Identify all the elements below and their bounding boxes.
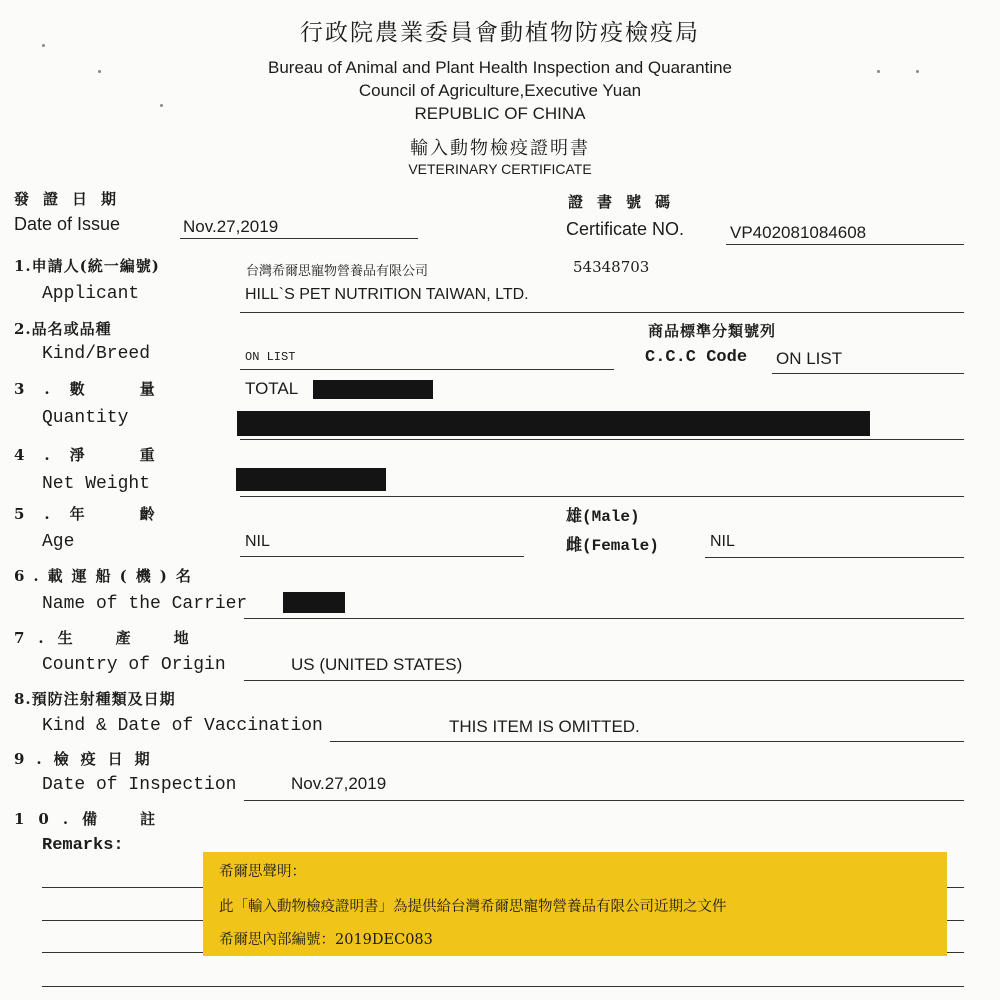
certificate-label-en: Certificate NO. (566, 219, 685, 239)
origin-label-en: Country of Origin (42, 655, 226, 675)
male-label: 雄(Male) (566, 508, 640, 526)
statement-highlight-box (203, 852, 947, 956)
inspection-label-cn: 9.檢疫日期 (14, 750, 162, 768)
issue-date-value: Nov.27,2019 (183, 217, 279, 236)
certificate-underline (726, 244, 964, 245)
age-label-en: Age (42, 532, 75, 552)
applicant-label-en: Applicant (42, 284, 140, 304)
applicant-tax-id: 54348703 (573, 258, 650, 276)
applicant-underline (240, 312, 964, 313)
council-title: Council of Agriculture,Executive Yuan (358, 81, 642, 100)
carrier-label-cn: 6.載運船(機)名 (14, 567, 200, 585)
quantity-total-label: TOTAL (245, 379, 299, 398)
inspection-label-en: Date of Inspection (42, 775, 237, 795)
statement-heading: 希爾思聲明： (219, 864, 306, 880)
carrier-label-en: Name of the Carrier (42, 594, 248, 614)
net-weight-label-cn: 4.淨 重 (14, 446, 175, 464)
age-value: NIL (245, 533, 270, 550)
issue-label-en: Date of Issue (14, 214, 121, 234)
quantity-underline (240, 439, 964, 440)
origin-value: US (UNITED STATES) (291, 655, 463, 674)
quantity-label-cn: 3.數 量 (14, 380, 175, 398)
inspection-underline (244, 800, 964, 801)
certificate-number-value: VP402081084608 (730, 223, 867, 242)
inspection-date-value: Nov.27,2019 (291, 774, 387, 793)
sex-underline (705, 557, 964, 558)
net-weight-label-en: Net Weight (42, 474, 151, 494)
kind-value: ON LIST (245, 350, 296, 364)
doc-title-en: VETERINARY CERTIFICATE (408, 161, 592, 177)
agency-title-cn: 行政院農業委員會動植物防疫檢疫局 (300, 20, 700, 46)
ccc-label-cn: 商品標準分類號列 (648, 322, 777, 340)
redaction-block (236, 468, 386, 491)
ccc-value: ON LIST (776, 349, 843, 368)
country-title: REPUBLIC OF CHINA (414, 104, 586, 123)
origin-label-cn: 7.生 產 地 (14, 629, 203, 647)
age-label-cn: 5.年 齡 (14, 505, 175, 523)
issue-date-underline (180, 238, 418, 239)
applicant-name-en: HILL`S PET NUTRITION TAIWAN, LTD. (245, 286, 529, 303)
vaccination-underline (330, 741, 964, 742)
statement-internal-number: 希爾思內部編號：2019DEC083 (219, 932, 433, 948)
vaccination-label-en: Kind & Date of Vaccination (42, 716, 323, 736)
origin-underline (244, 680, 964, 681)
remarks-line (42, 986, 964, 987)
applicant-name-cn: 台灣希爾思寵物營養品有限公司 (246, 264, 429, 279)
doc-title-cn: 輸入動物檢疫證明書 (410, 138, 590, 159)
redaction-block (283, 592, 345, 613)
vaccination-label-cn: 8.預防注射種類及日期 (14, 690, 176, 708)
issue-label-cn: 發證日期 (14, 190, 131, 208)
ccc-label-en: C.C.C Code (645, 348, 748, 367)
vaccination-value: THIS ITEM IS OMITTED. (449, 717, 640, 736)
ccc-underline (772, 373, 964, 374)
carrier-underline (244, 618, 964, 619)
age-underline (240, 556, 524, 557)
net-weight-underline (240, 496, 964, 497)
kind-label-cn: 2.品名或品種 (14, 320, 112, 338)
agency-title-en: Bureau of Animal and Plant Health Inspection and Quarantine (267, 58, 733, 77)
redaction-block (313, 380, 433, 399)
statement-body: 此「輸入動物檢疫證明書」為提供給台灣希爾思寵物營養品有限公司近期之文件 (219, 899, 727, 915)
female-label: 雌(Female) (566, 537, 659, 555)
sex-value: NIL (710, 533, 735, 550)
applicant-label-cn: 1.申請人(統一編號) (14, 257, 160, 275)
kind-underline (240, 369, 614, 370)
certificate-label-cn: 證書號碼 (568, 193, 685, 211)
remarks-label-en: Remarks: (42, 836, 124, 855)
remarks-label-cn: 10.備 註 (14, 810, 170, 828)
quantity-label-en: Quantity (42, 408, 129, 428)
redaction-block (237, 411, 870, 436)
kind-label-en: Kind/Breed (42, 344, 151, 364)
